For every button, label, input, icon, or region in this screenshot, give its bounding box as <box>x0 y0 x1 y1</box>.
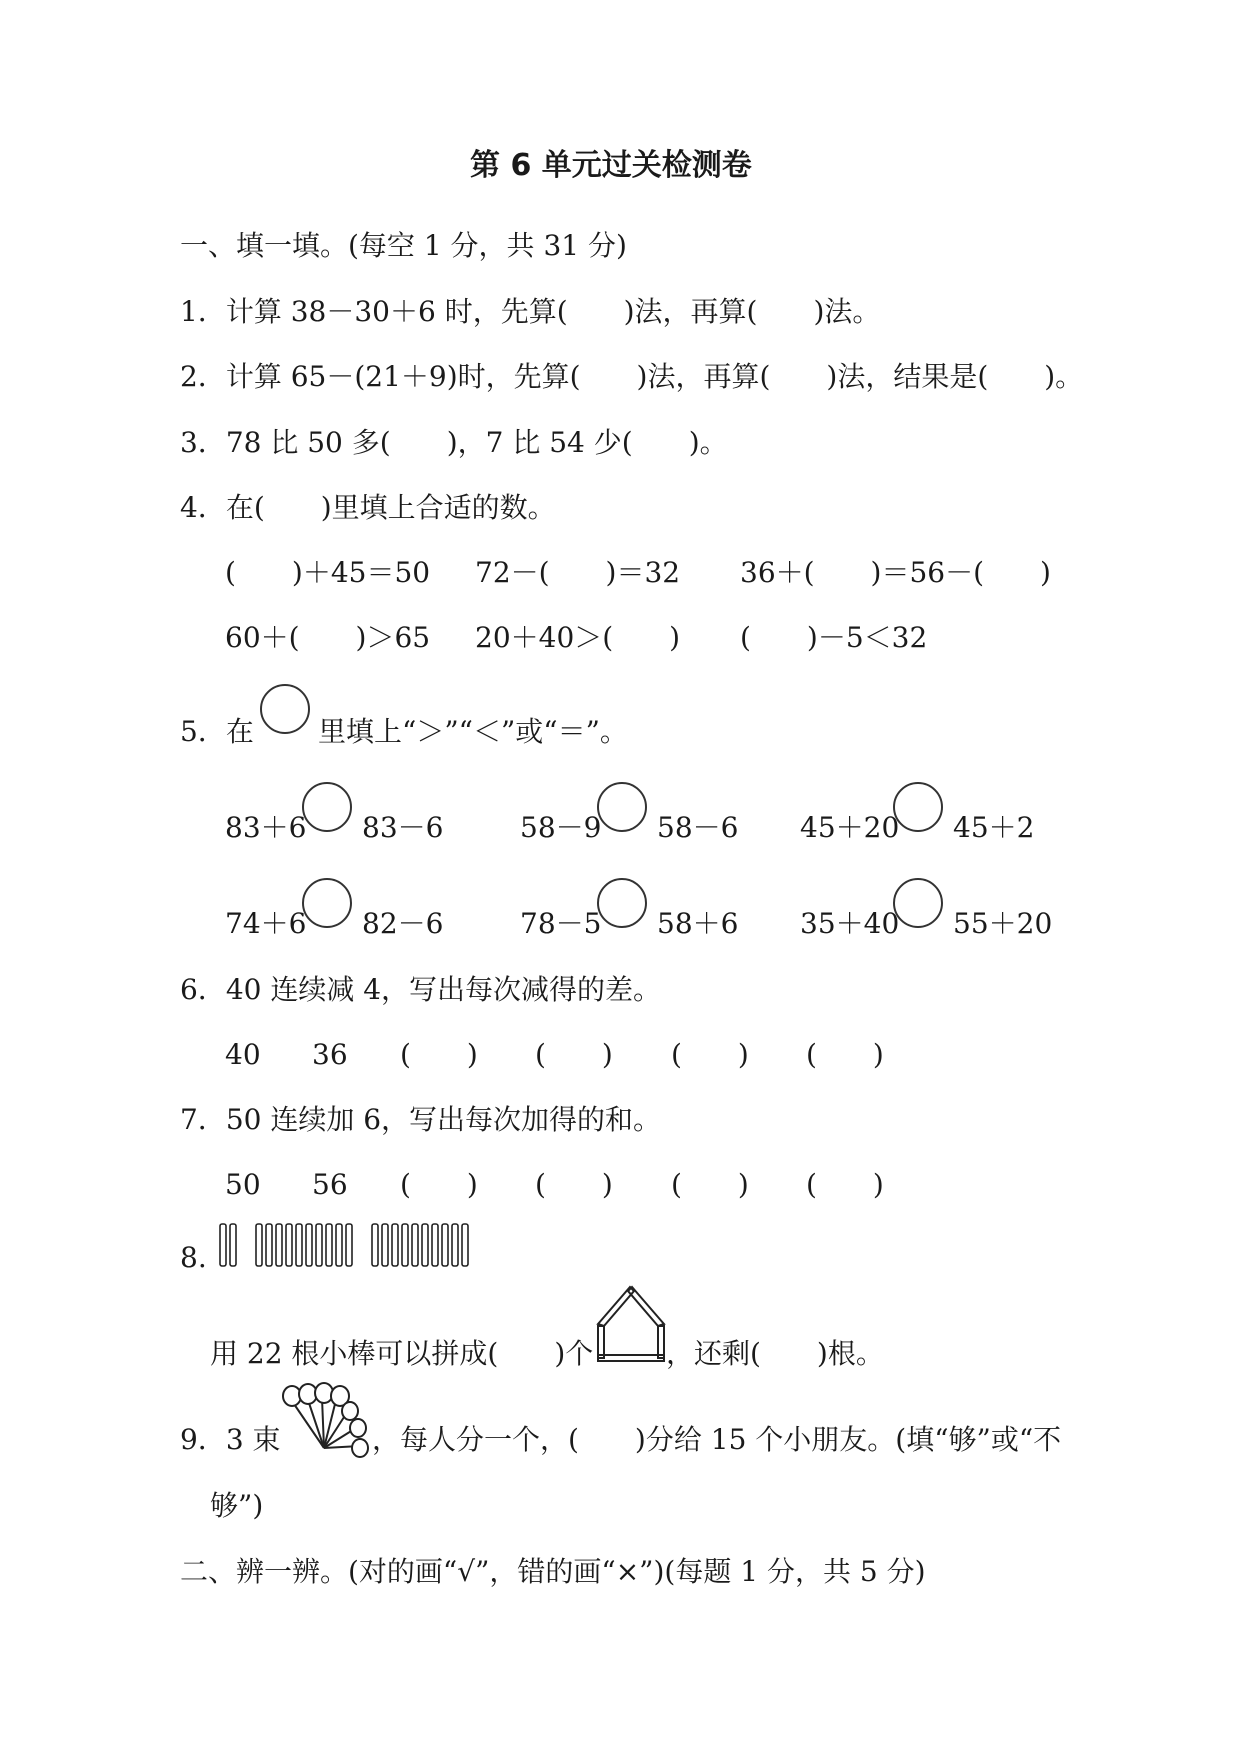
q5-expr-right: 83－6 <box>362 811 444 844</box>
question-1: 1．计算 38－30＋6 时，先算( )法，再算( )法。 <box>180 295 881 328</box>
compare-circle[interactable] <box>893 878 943 928</box>
question-2: 2．计算 65－(21＋9)时，先算( )法，再算( )法，结果是( )。 <box>180 360 1084 393</box>
q4-eq-3: 36＋( )＝56－( ) <box>740 556 1051 589</box>
compare-circle[interactable] <box>302 782 352 832</box>
question-9-prefix: 9．3 束 <box>180 1423 281 1456</box>
q5-expr-right: 45＋2 <box>953 811 1035 844</box>
compare-circle[interactable] <box>893 782 943 832</box>
q8-text-after: ，还剩( )根。 <box>666 1337 884 1370</box>
question-8-label: 8. <box>180 1241 207 1274</box>
q4-eq-1: ( )＋45＝50 <box>225 556 431 589</box>
q5-expr-right: 58－6 <box>657 811 739 844</box>
page-title: 第 6 单元过关检测卷 <box>470 148 752 183</box>
q6-seq-item: ( ) <box>400 1038 478 1071</box>
q6-seq-item: ( ) <box>671 1038 749 1071</box>
question-3: 3．78 比 50 多( )，7 比 54 少( )。 <box>180 426 728 459</box>
sticks-icon <box>220 1222 482 1268</box>
question-6-stem: 6．40 连续减 4，写出每次减得的差。 <box>180 973 662 1006</box>
section2-heading: 二、辨一辨。(对的画“√”，错的画“×”)(每题 1 分，共 5 分) <box>180 1555 926 1588</box>
q5-expr-left: 45＋20 <box>800 811 900 844</box>
q7-seq-item: 56 <box>312 1168 348 1201</box>
question-5-stem-prefix: 5．在 <box>180 715 254 748</box>
q5-expr-left: 35＋40 <box>800 907 900 940</box>
q5-expr-right: 58＋6 <box>657 907 739 940</box>
q5-expr-left: 74＋6 <box>225 907 307 940</box>
compare-circle[interactable] <box>302 878 352 928</box>
question-7-stem: 7．50 连续加 6，写出每次加得的和。 <box>180 1103 662 1136</box>
q4-eq-6: ( )－5＜32 <box>740 621 928 654</box>
q7-seq-item: ( ) <box>806 1168 884 1201</box>
compare-circle[interactable] <box>597 782 647 832</box>
balloons-icon <box>280 1386 370 1466</box>
q8-text-before: 用 22 根小棒可以拼成( )个 <box>210 1337 594 1370</box>
question-9-suffix: ，每人分一个，( )分给 15 个小朋友。(填“够”或“不 <box>372 1423 1062 1456</box>
stick-house-icon <box>596 1284 666 1362</box>
question-5-stem-suffix: 里填上“＞”“＜”或“＝”。 <box>318 715 628 748</box>
q6-seq-item: ( ) <box>806 1038 884 1071</box>
compare-circle[interactable] <box>597 878 647 928</box>
q7-seq-item: ( ) <box>400 1168 478 1201</box>
q7-seq-item: ( ) <box>671 1168 749 1201</box>
q4-eq-5: 20＋40＞( ) <box>475 621 681 654</box>
compare-circle-icon <box>260 684 310 734</box>
question-4-stem: 4．在( )里填上合适的数。 <box>180 491 556 524</box>
q5-expr-left: 78－5 <box>520 907 602 940</box>
q7-seq-item: ( ) <box>535 1168 613 1201</box>
q5-expr-left: 58－9 <box>520 811 602 844</box>
q4-eq-2: 72－( )＝32 <box>475 556 681 589</box>
q6-seq-item: 36 <box>312 1038 348 1071</box>
section1-heading: 一、填一填。(每空 1 分，共 31 分) <box>180 229 627 262</box>
question-9-cont: 够”) <box>210 1489 264 1522</box>
q5-expr-right: 82－6 <box>362 907 444 940</box>
q5-expr-left: 83＋6 <box>225 811 307 844</box>
q6-seq-item: 40 <box>225 1038 261 1071</box>
q7-seq-item: 50 <box>225 1168 261 1201</box>
q5-expr-right: 55＋20 <box>953 907 1053 940</box>
q4-eq-4: 60＋( )＞65 <box>225 621 431 654</box>
q6-seq-item: ( ) <box>535 1038 613 1071</box>
